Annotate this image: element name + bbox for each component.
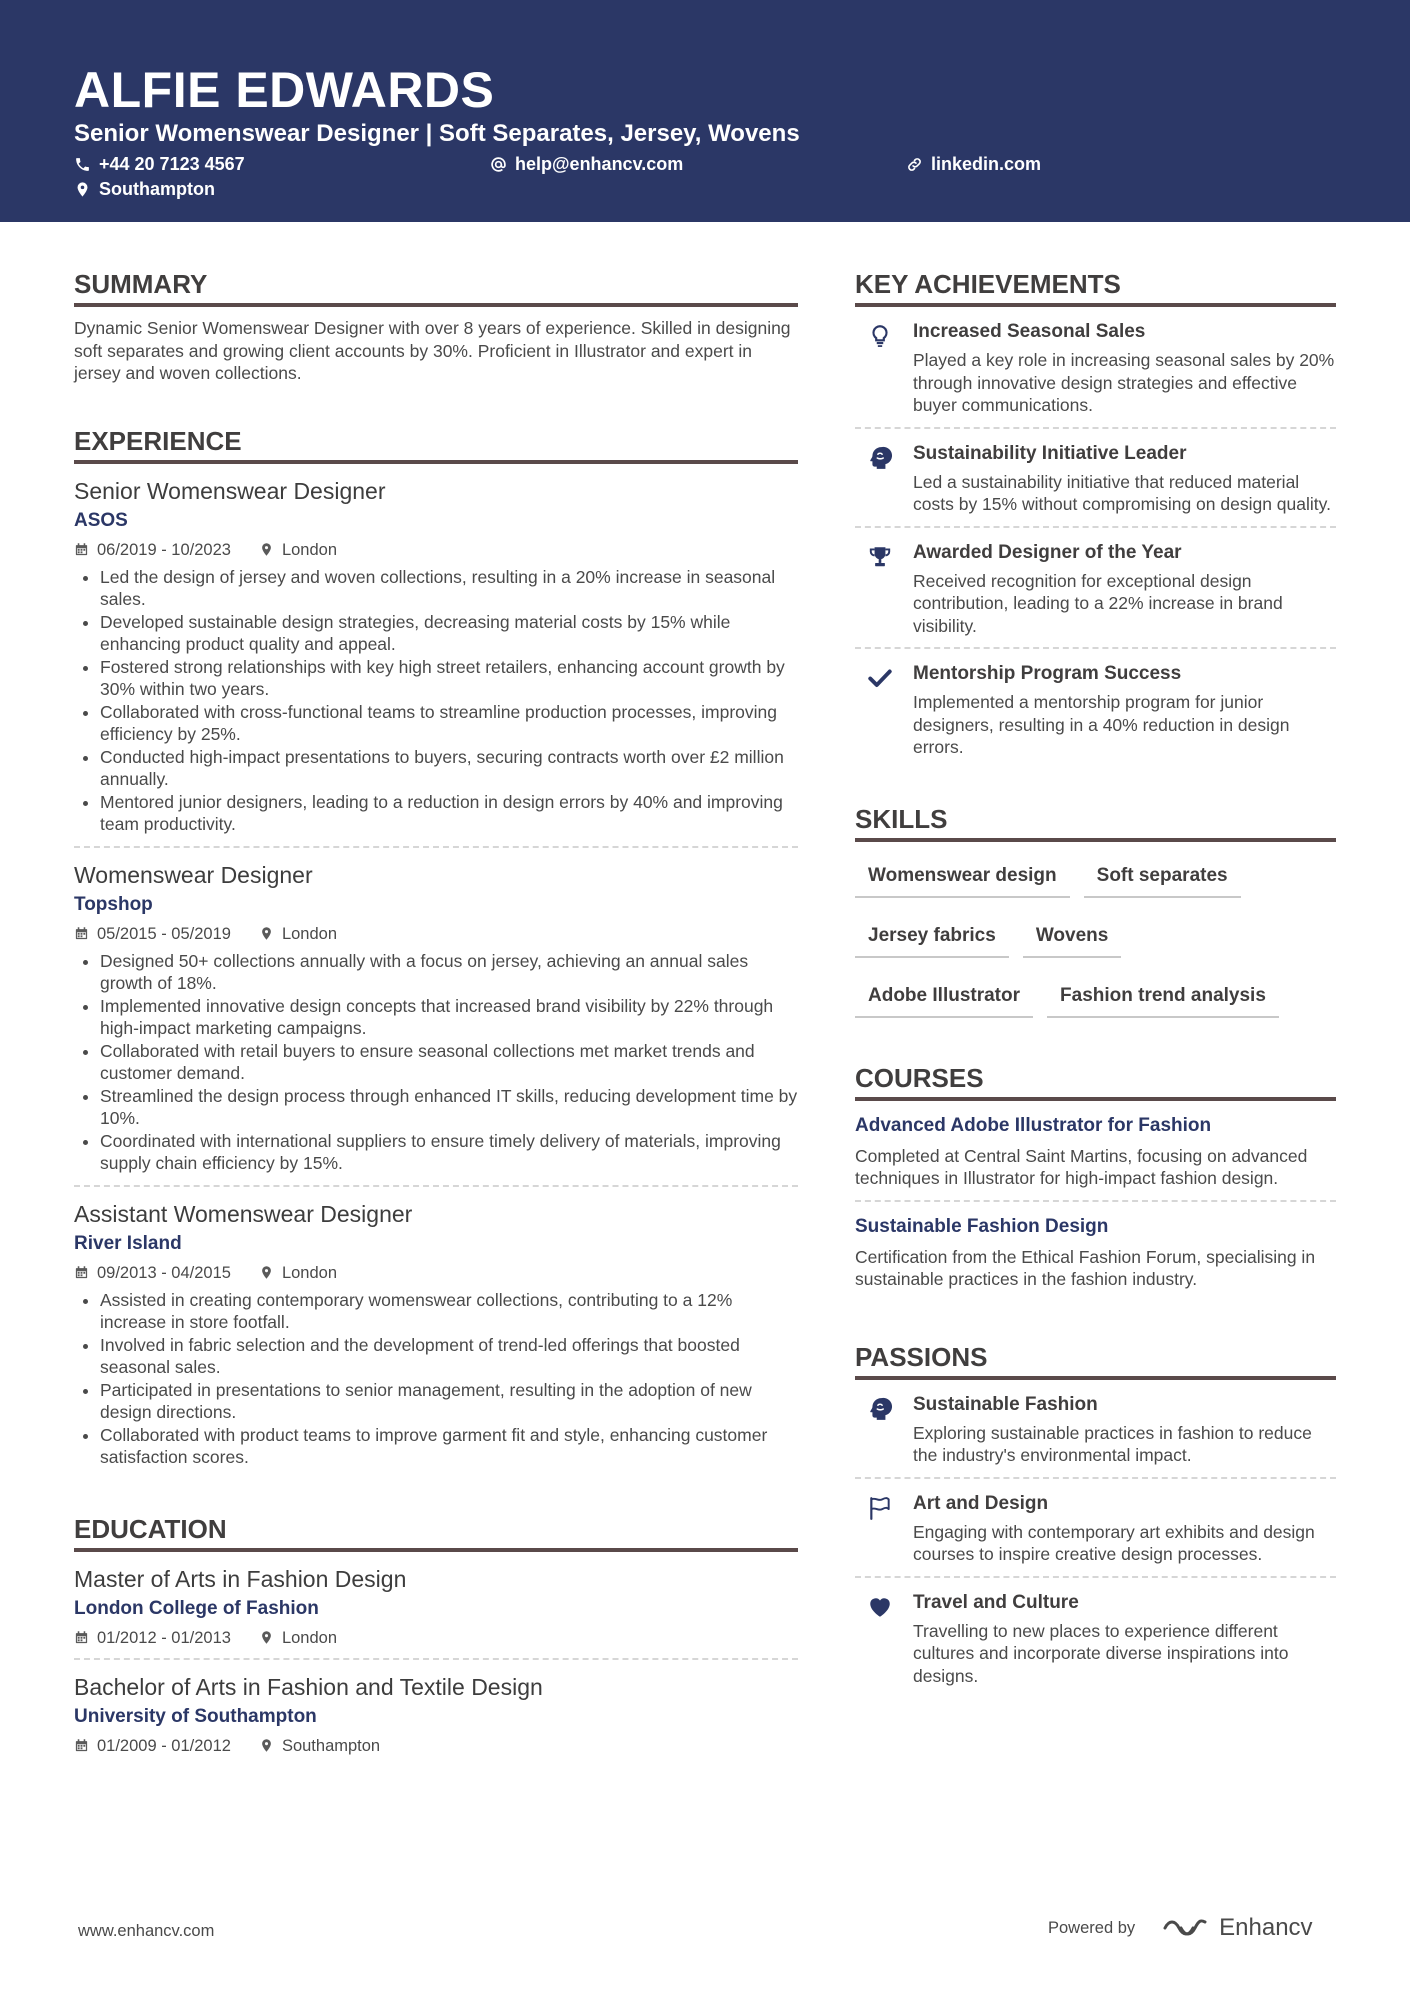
job-bullet: • Collaborated with retail buyers to ensure seasonal collections met market trends and customer demand. xyxy=(100,1040,798,1085)
location xyxy=(259,1628,337,1648)
skills-section xyxy=(855,803,1336,1036)
achievements-entry xyxy=(855,429,1336,528)
education-heading: EDUCATION xyxy=(74,1513,798,1552)
summary-text: Dynamic Senior Womenswear Designer with over 8 years of experience. Skilled in designing soft separates and growing client accounts by 30%. Proficient in Illustrator and expert in jersey and woven collections. xyxy=(74,318,791,383)
footer-website[interactable]: www.enhancv.com xyxy=(78,1922,215,1940)
achievements-list xyxy=(855,307,1336,769)
date-range: 01/2009 - 01/2012 xyxy=(97,1736,231,1755)
degree-title: Master of Arts in Fashion Design xyxy=(74,1565,407,1592)
job-bullet: • Implemented innovative design concepts that increased brand visibility by 22% through high-impact marketing campaigns. xyxy=(100,995,798,1040)
summary-heading: SUMMARY xyxy=(74,268,798,307)
powered-by-text: Powered by xyxy=(1048,1918,1136,1937)
education-section xyxy=(74,1513,798,1766)
skill-tag: Womenswear design xyxy=(855,856,1070,898)
courses-section xyxy=(855,1062,1336,1301)
candidate-name: ALFIE EDWARDS xyxy=(74,62,495,118)
passions-title: Art and Design xyxy=(913,1492,1049,1514)
job-title: Womenswear Designer xyxy=(74,861,313,888)
experience-entry xyxy=(74,1187,798,1479)
skill-tag: Soft separates xyxy=(1084,856,1241,898)
location xyxy=(259,924,337,944)
education-list xyxy=(74,1552,798,1766)
achievements-title: Increased Seasonal Sales xyxy=(913,321,1146,342)
passions-entry xyxy=(855,1479,1336,1578)
checkmark-icon xyxy=(855,661,913,759)
achievements-heading: KEY ACHIEVEMENTS xyxy=(855,268,1336,307)
job-bullet: • Streamlined the design process through enhanced IT skills, reducing development time by 10%. xyxy=(100,1085,798,1130)
experience-entry xyxy=(74,848,798,1187)
job-bullet: • Fostered strong relationships with key high street retailers, enhancing account growth by 30% within two years. xyxy=(100,656,798,701)
achievements-body xyxy=(913,540,1336,638)
passions-description: Engaging with contemporary art exhibits and design courses to inspire creative design processes. xyxy=(913,1521,1315,1564)
job-bullet: • Conducted high-impact presentations to buyers, securing contracts worth over £2 million annually. xyxy=(100,746,798,791)
achievements-entry xyxy=(855,649,1336,769)
date-range: 09/2013 - 04/2015 xyxy=(97,1263,231,1282)
contact-location xyxy=(74,177,215,201)
contact-email[interactable] xyxy=(490,152,683,176)
calendar-icon xyxy=(74,1630,97,1645)
passions-list xyxy=(855,1380,1336,1698)
calendar-icon xyxy=(74,926,97,941)
date-range: 01/2012 - 01/2013 xyxy=(97,1628,231,1647)
achievements-entry xyxy=(855,528,1336,650)
skill-tag: Fashion trend analysis xyxy=(1047,976,1279,1018)
job-bullet: • Developed sustainable design strategies, decreasing material costs by 15% while enhancing product quality and appeal. xyxy=(100,611,798,656)
courses-list xyxy=(855,1101,1336,1301)
linkedin-text: linkedin.com xyxy=(931,154,1042,174)
date-location-row xyxy=(74,1263,798,1283)
location xyxy=(259,1736,380,1756)
date-location-row xyxy=(74,1736,798,1756)
job-title: Senior Womenswear Designer xyxy=(74,477,386,504)
calendar-icon xyxy=(74,1265,97,1280)
job-bullet: • Mentored junior designers, leading to a reduction in design errors by 40% and improving team productivity. xyxy=(100,791,798,836)
achievements-body xyxy=(913,319,1336,417)
job-bullets xyxy=(74,566,798,836)
skills-list xyxy=(855,842,1336,1036)
location-pin-icon xyxy=(259,1630,282,1645)
achievements-title: Mentorship Program Success xyxy=(913,663,1182,684)
phone-icon xyxy=(74,156,91,173)
passions-entry xyxy=(855,1578,1336,1698)
experience-heading: EXPERIENCE xyxy=(74,425,798,464)
course-entry xyxy=(855,1101,1336,1202)
date-location-row xyxy=(74,540,798,560)
location-text: London xyxy=(281,1263,338,1282)
company-name: ASOS xyxy=(74,509,128,531)
achievements-entry xyxy=(855,307,1336,429)
location-text: London xyxy=(281,1628,338,1647)
education-entry xyxy=(74,1552,798,1660)
experience-entry xyxy=(74,464,798,848)
heart-icon xyxy=(855,1590,913,1688)
course-description: Certification from the Ethical Fashion Forum, specialising in sustainable practices in the fashion industry. xyxy=(855,1246,1316,1289)
passions-entry xyxy=(855,1380,1336,1479)
job-bullet: • Designed 50+ collections annually with a focus on jersey, achieving an annual sales growth of 18%. xyxy=(100,950,798,995)
location xyxy=(259,540,337,560)
job-bullet: • Participated in presentations to senior management, resulting in the adoption of new design directions. xyxy=(100,1379,798,1424)
lightbulb-icon xyxy=(855,319,913,417)
phone-text: +44 20 7123 4567 xyxy=(99,154,245,174)
date-location-row xyxy=(74,1628,798,1648)
location-pin-icon xyxy=(259,926,282,941)
job-bullet: • Led the design of jersey and woven collections, resulting in a 20% increase in seasonal sales. xyxy=(100,566,798,611)
flag-icon xyxy=(855,1491,913,1566)
education-entry xyxy=(74,1660,798,1766)
brand-name: Enhancv xyxy=(1219,1914,1313,1941)
achievements-description: Implemented a mentorship program for junior designers, resulting in a 40% reduction in design errors. xyxy=(913,692,1290,757)
calendar-icon xyxy=(74,1738,97,1753)
course-entry xyxy=(855,1202,1336,1301)
school-name: University of Southampton xyxy=(74,1705,317,1727)
passions-body xyxy=(913,1491,1336,1566)
course-description: Completed at Central Saint Martins, focusing on advanced techniques in Illustrator for high-impact fashion design. xyxy=(855,1145,1308,1188)
degree-title: Bachelor of Arts in Fashion and Textile Design xyxy=(74,1673,543,1700)
passions-body xyxy=(913,1392,1336,1467)
passions-body xyxy=(913,1590,1336,1688)
achievements-description: Led a sustainability initiative that reduced material costs by 15% without compromising on design quality. xyxy=(913,471,1331,514)
location-text: London xyxy=(281,540,338,559)
achievements-title: Sustainability Initiative Leader xyxy=(913,442,1187,464)
achievements-body xyxy=(913,661,1336,759)
achievements-title: Awarded Designer of the Year xyxy=(913,541,1182,563)
location-pin-icon xyxy=(259,1265,282,1280)
email-text: help@enhancv.com xyxy=(515,154,684,174)
job-bullet: • Collaborated with cross-functional teams to streamline production processes, improving efficiency by 25%. xyxy=(100,701,798,746)
location-pin-icon xyxy=(74,181,91,198)
course-title: Advanced Adobe Illustrator for Fashion xyxy=(855,1114,1212,1136)
candidate-headline: Senior Womenswear Designer | Soft Separates, Jersey, Wovens xyxy=(74,120,800,147)
date-location-row xyxy=(74,924,798,944)
passions-title: Sustainable Fashion xyxy=(913,1393,1098,1415)
calendar-icon xyxy=(74,542,97,557)
achievements-body xyxy=(913,441,1336,516)
job-bullets xyxy=(74,950,798,1175)
skill-tag: Jersey fabrics xyxy=(855,916,1009,958)
company-name: River Island xyxy=(74,1232,182,1254)
location-text: Southampton xyxy=(99,179,215,199)
passions-description: Exploring sustainable practices in fashion to reduce the industry's environmental impact. xyxy=(913,1422,1312,1465)
head-icon xyxy=(855,441,913,516)
achievements-section xyxy=(855,268,1336,769)
job-bullet: • Collaborated with product teams to improve garment fit and style, enhancing customer satisfaction scores. xyxy=(100,1424,798,1469)
school-name: London College of Fashion xyxy=(74,1597,319,1619)
link-icon xyxy=(906,156,923,173)
contact-linkedin[interactable] xyxy=(906,152,1041,176)
skill-tag: Wovens xyxy=(1023,916,1122,958)
job-bullet: • Coordinated with international suppliers to ensure timely delivery of materials, improving supply chain efficiency by 15%. xyxy=(100,1130,798,1175)
resume-header xyxy=(0,0,1410,222)
enhancv-logo-icon xyxy=(1161,1915,1209,1941)
skills-heading: SKILLS xyxy=(855,803,1336,842)
location-text: Southampton xyxy=(281,1736,381,1755)
passions-heading: PASSIONS xyxy=(855,1341,1336,1380)
location xyxy=(259,1263,337,1283)
at-sign-icon xyxy=(490,156,507,173)
contact-phone[interactable] xyxy=(74,152,245,176)
brand-logo[interactable] xyxy=(1161,1914,1312,1942)
right-column xyxy=(855,268,1336,1737)
left-column xyxy=(74,268,798,1806)
passions-title: Travel and Culture xyxy=(913,1591,1079,1613)
footer-branding xyxy=(1048,1914,1313,1942)
company-name: Topshop xyxy=(74,893,153,915)
head-icon xyxy=(855,1392,913,1467)
trophy-icon xyxy=(855,540,913,638)
date-range: 05/2015 - 05/2019 xyxy=(97,924,231,943)
location-pin-icon xyxy=(259,542,282,557)
job-bullet: • Assisted in creating contemporary womenswear collections, contributing to a 12% increase in store footfall. xyxy=(100,1289,798,1334)
summary-section xyxy=(74,268,798,385)
achievements-description: Received recognition for exceptional design contribution, leading to a 22% increase in brand visibility. xyxy=(913,570,1283,636)
job-title: Assistant Womenswear Designer xyxy=(74,1200,413,1227)
experience-section xyxy=(74,425,798,1479)
course-title: Sustainable Fashion Design xyxy=(855,1215,1109,1237)
passions-description: Travelling to new places to experience different cultures and incorporate diverse inspirations into designs. xyxy=(913,1620,1289,1686)
courses-heading: COURSES xyxy=(855,1062,1336,1101)
location-text: London xyxy=(281,924,338,943)
job-bullet: • Involved in fabric selection and the development of trend-led offerings that boosted seasonal sales. xyxy=(100,1334,798,1379)
location-pin-icon xyxy=(259,1738,282,1753)
skill-tag: Adobe Illustrator xyxy=(855,976,1033,1018)
job-bullets xyxy=(74,1289,798,1469)
achievements-description: Played a key role in increasing seasonal sales by 20% through innovative design strategies and effective buyer communications. xyxy=(913,350,1335,415)
date-range: 06/2019 - 10/2023 xyxy=(97,540,231,559)
experience-list xyxy=(74,464,798,1479)
passions-section xyxy=(855,1341,1336,1698)
